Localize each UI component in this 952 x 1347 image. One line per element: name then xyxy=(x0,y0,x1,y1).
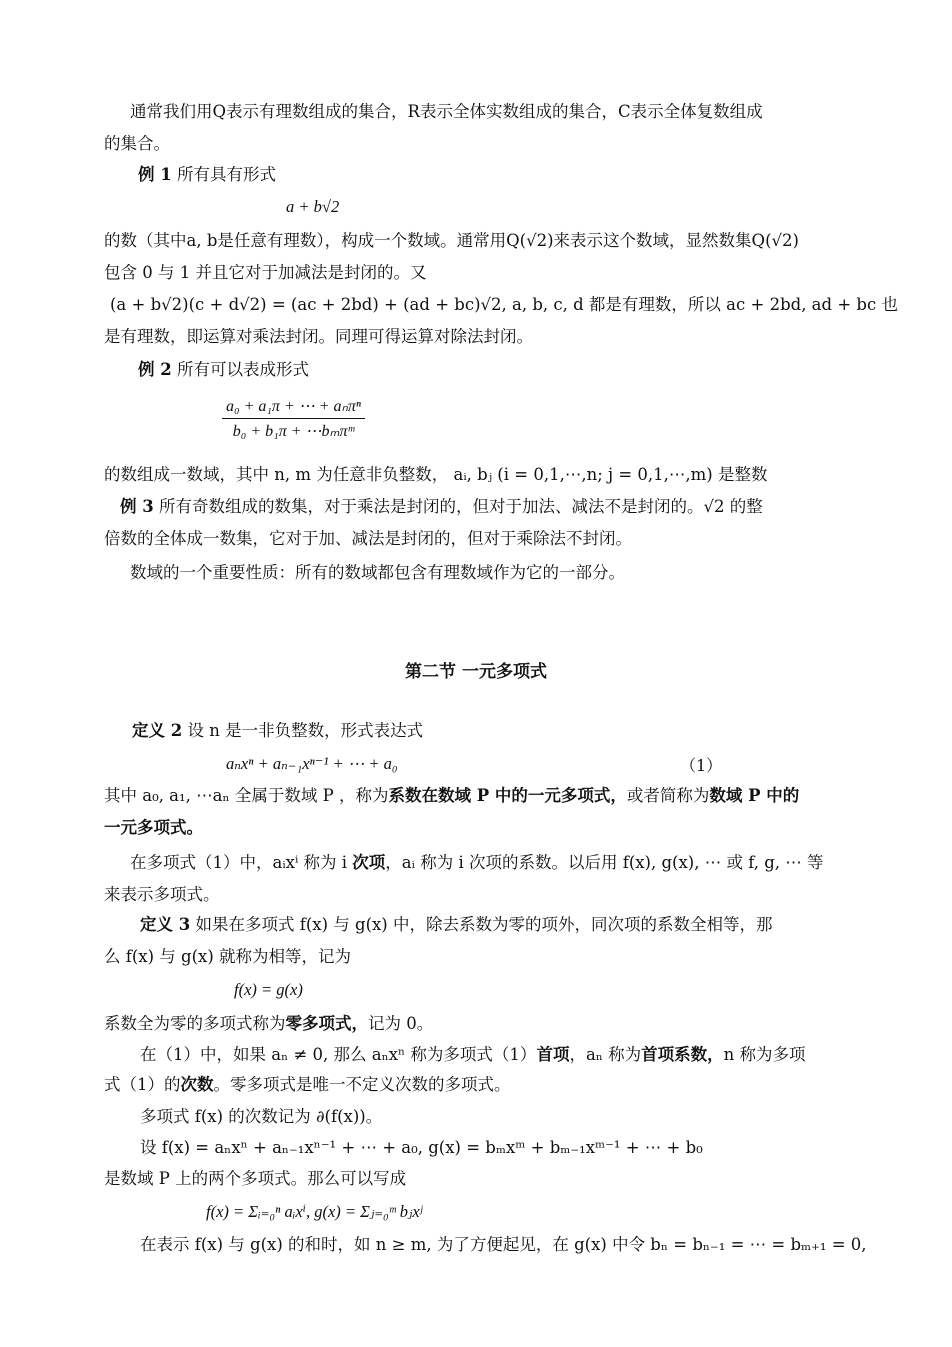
example-label: 例 3 xyxy=(120,497,154,516)
bold-term-line: 一元多项式。 xyxy=(104,818,203,837)
text-run: 式（1）的 xyxy=(104,1075,181,1094)
example-text: 所有具有形式 xyxy=(176,165,276,184)
para-line: 在表示 f(x) 与 g(x) 的和时，如 n ≥ m, 为了方便起见，在 g(x) 中令 bₙ = bₙ₋₁ = ⋯ = bₘ₊₁ = 0, xyxy=(140,1235,867,1254)
text-run: 在（1）中，如果 aₙ ≠ 0, 那么 aₙxⁿ 称为多项式（1） xyxy=(140,1045,537,1064)
text-run: ，aₙ 称为 xyxy=(569,1045,642,1064)
example-3-line xyxy=(120,496,763,518)
para-line: 么 f(x) 与 g(x) 就称为相等，记为 xyxy=(104,947,352,966)
definition-text: 设 n 是一非负整数，形式表达式 xyxy=(187,721,424,740)
para-line: 设 f(x) = aₙxⁿ + aₙ₋₁xⁿ⁻¹ + ⋯ + a₀, g(x) = bₘxᵐ + bₘ₋₁xᵐ⁻¹ + ⋯ + b₀ xyxy=(140,1138,703,1157)
para-line: 数域的一个重要性质：所有的数域都包含有理数域作为它的一部分。 xyxy=(130,563,625,582)
bold-term: 系数在数域 P 中的一元多项式， xyxy=(388,786,627,805)
bold-term: 次数 xyxy=(180,1075,214,1094)
text-run: n 称为多项 xyxy=(723,1045,806,1064)
polynomial-formula: aₙxⁿ + aₙ₋₁xⁿ⁻¹ + ⋯ + a₀ xyxy=(226,754,398,773)
text-run: 系数全为零的多项式称为 xyxy=(104,1014,286,1033)
bold-term: 首项 xyxy=(536,1045,570,1064)
bold-term: 零多项式， xyxy=(285,1014,368,1033)
para-line: 倍数的全体成一数集，它对于加、减法是封闭的，但对于乘除法不封闭。 xyxy=(104,529,632,548)
definition-label: 定义 3 xyxy=(140,915,191,934)
para-line: 的数（其中a, b是任意有理数），构成一个数域。通常用Q(√2)来表示这个数域，显然数集Q(√2) xyxy=(104,231,799,250)
para-line xyxy=(140,1044,806,1066)
text-run: 记为 0。 xyxy=(368,1014,434,1033)
bold-term: 数域 P 中的 xyxy=(709,786,800,805)
example-text: 所有奇数组成的数集，对于乘法是封闭的，但对于加法、减法不是封闭的。√2 的整 xyxy=(158,497,763,516)
equality-formula: f(x) = g(x) xyxy=(234,980,303,999)
section-title: 第二节 一元多项式 xyxy=(405,662,547,682)
summation-formula: f(x) = Σᵢ₌₀ⁿ aᵢxⁱ, g(x) = Σⱼ₌₀ᵐ bⱼxʲ xyxy=(206,1202,423,1221)
example-1-heading xyxy=(138,164,276,186)
para-line: (a + b√2)(c + d√2) = (ac + 2bd) + (ad + bc)√2, a, b, c, d 都是有理数，所以 ac + 2bd, ad + bc 也 xyxy=(110,295,898,314)
definition-2-heading xyxy=(132,720,423,742)
para-line: 通常我们用Q表示有理数组成的集合，R表示全体实数组成的集合，C表示全体复数组成 xyxy=(130,102,763,121)
fraction-denominator: b₀ + b₁π + ⋯bₘπᵐ xyxy=(232,423,355,440)
example-2-heading xyxy=(138,359,309,381)
text-run: 在多项式（1）中，aᵢxⁱ 称为 i xyxy=(130,853,353,872)
definition-3-line xyxy=(140,914,773,936)
para-line xyxy=(104,1074,511,1096)
definition-label: 定义 2 xyxy=(132,721,183,740)
para-line: 是数域 P 上的两个多项式。那么可以写成 xyxy=(104,1169,407,1188)
bold-term: 次项 xyxy=(352,853,386,872)
example-label: 例 1 xyxy=(138,165,172,184)
text-run: 。零多项式是唯一不定义次数的多项式。 xyxy=(213,1075,511,1094)
para-line: 包含 0 与 1 并且它对于加减法是封闭的。又 xyxy=(104,263,427,282)
formula-a-plus-b-sqrt2: a + b√2 xyxy=(286,197,340,216)
text-run: 其中 a₀, a₁, ⋯aₙ 全属于数域 P ，称为 xyxy=(104,786,389,805)
fraction-formula xyxy=(222,396,365,441)
example-label: 例 2 xyxy=(138,360,172,379)
para-line: 的数组成一数域，其中 n, m 为任意非负整数， aᵢ, bⱼ (i = 0,1,⋯,n; j = 0,1,⋯,m) 是整数 xyxy=(104,465,768,484)
text-run: 或者简称为 xyxy=(626,786,710,805)
example-text: 所有可以表成形式 xyxy=(176,360,309,379)
text-run: ，aᵢ 称为 i 次项的系数。以后用 f(x), g(x), ⋯ 或 f, g, ⋯ 等 xyxy=(385,853,824,872)
fraction-numerator: a₀ + a₁π + ⋯ + aₙπⁿ xyxy=(222,396,365,419)
para-line xyxy=(104,1013,433,1035)
para-line: 是有理数，即运算对乘法封闭。同理可得运算对除法封闭。 xyxy=(104,327,533,346)
para-line xyxy=(130,852,824,874)
para-line: 多项式 f(x) 的次数记为 ∂(f(x))。 xyxy=(140,1107,383,1126)
equation-number: （1） xyxy=(680,756,723,775)
para-line: 来表示多项式。 xyxy=(104,885,220,904)
bold-term: 首项系数， xyxy=(641,1045,724,1064)
para-line xyxy=(104,785,799,807)
para-line: 的集合。 xyxy=(104,134,170,153)
definition-text: 如果在多项式 f(x) 与 g(x) 中，除去系数为零的项外，同次项的系数全相等，那 xyxy=(190,915,773,934)
